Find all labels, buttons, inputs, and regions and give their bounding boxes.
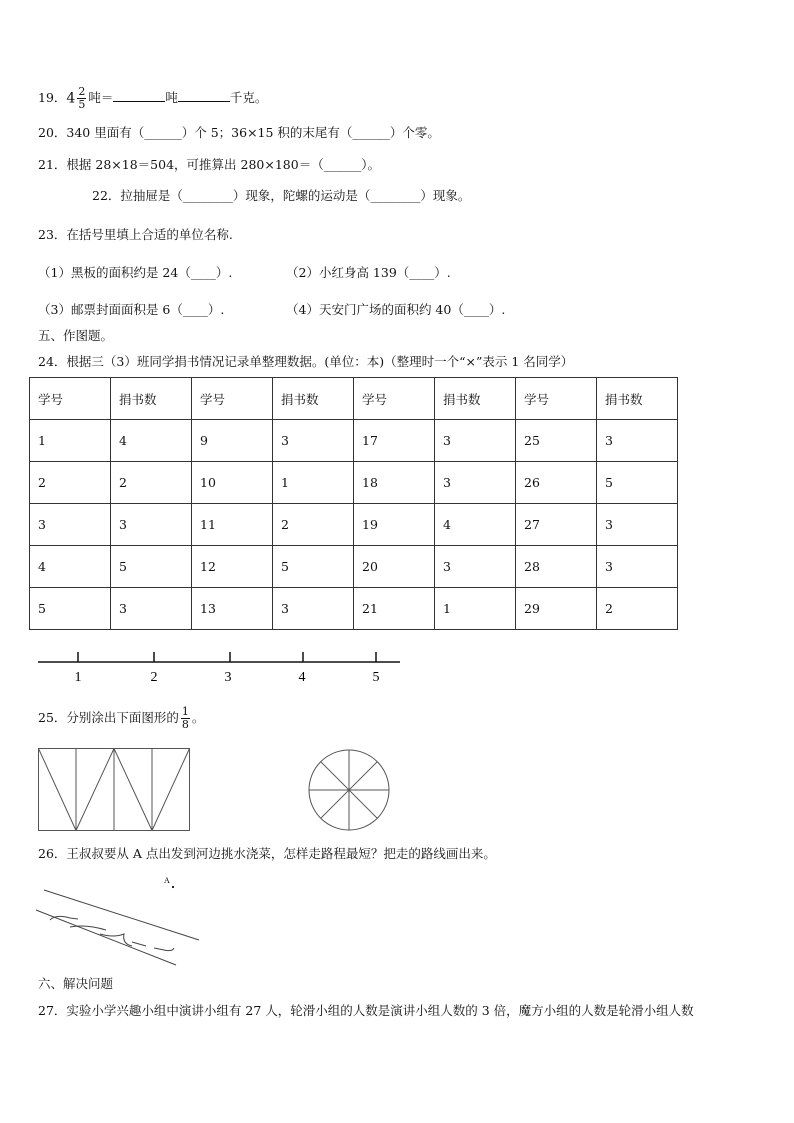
question-22: 22．拉抽屉是（________）现象，陀螺的运动是（________）现象。 [92,188,471,203]
river-bank-upper [44,890,199,940]
axis-label: 2 [150,670,158,685]
q23-item-4: （4）天安门广场的面积约 40（____）. [286,302,506,317]
table-cell: 3 [30,504,111,546]
table-cell: 3 [597,420,678,462]
point-a-label: A [164,876,170,885]
table-cell: 3 [273,420,354,462]
axis-label: 1 [74,670,82,685]
donation-table [29,377,678,630]
circle-eighths-figure[interactable] [301,749,397,833]
table-cell: 5 [30,588,111,630]
tally-axis [38,648,408,688]
table-header-row [30,378,678,420]
table-cell: 12 [192,546,273,588]
table-cell: 28 [516,546,597,588]
section-5-heading: 五、作图题。 [38,328,114,343]
table-row [30,462,678,504]
question-27: 27．实验小学兴趣小组中演讲小组有 27 人，轮滑小组的人数是演讲小组人数的 3 倍，魔方小组的人数是轮滑小组人数 [38,1003,694,1018]
q19-text-1: 吨＝ [88,90,114,105]
table-cell: 2 [30,462,111,504]
q19-number: 19． [38,90,67,105]
table-cell: 4 [435,504,516,546]
table-cell: 17 [354,420,435,462]
axis-label: 4 [298,670,306,685]
table-cell: 3 [435,420,516,462]
question-23-title: 23．在括号里填上合适的单位名称. [38,227,233,242]
table-cell: 3 [597,546,678,588]
q19-blank-1[interactable] [113,89,165,102]
rectangle-triangles-figure[interactable] [38,748,190,832]
table-cell: 21 [354,588,435,630]
table-row [30,504,678,546]
table-cell: 3 [273,588,354,630]
table-cell: 2 [111,462,192,504]
table-cell: 11 [192,504,273,546]
table-cell: 20 [354,546,435,588]
q23-item-1: （1）黑板的面积约是 24（____）. [38,265,233,280]
q19-frac-num: 2 [78,85,86,98]
table-cell: 1 [273,462,354,504]
axis-label: 3 [224,670,232,685]
table-cell: 4 [111,420,192,462]
table-cell: 10 [192,462,273,504]
table-row [30,588,678,630]
header-cell: 捐书数 [597,378,678,420]
table-cell: 27 [516,504,597,546]
table-cell: 18 [354,462,435,504]
q19-text-2: 吨 [165,90,178,105]
q25-prefix: 25．分别涂出下面图形的 [38,710,179,725]
header-cell: 学号 [516,378,597,420]
table-cell: 2 [273,504,354,546]
table-cell: 5 [111,546,192,588]
question-21: 21．根据 28×18＝504，可推算出 280×180＝（______）。 [38,157,380,172]
table-cell: 3 [597,504,678,546]
q25-suffix: 。 [191,710,205,725]
table-cell: 5 [273,546,354,588]
table-cell: 3 [111,504,192,546]
question-24-title: 24．根据三（3）班同学捐书情况记录单整理数据。(单位：本)（整理时一个“×”表示 1 名同学） [38,354,574,369]
point-a[interactable] [172,886,174,888]
table-cell: 9 [192,420,273,462]
table-cell: 1 [30,420,111,462]
header-cell: 捐书数 [273,378,354,420]
table-cell: 3 [435,546,516,588]
question-20: 20．340 里面有（______）个 5；36×15 积的末尾有（______）个零。 [38,125,440,140]
q25-fraction [181,706,190,731]
header-cell: 学号 [354,378,435,420]
header-cell: 捐书数 [111,378,192,420]
river-figure[interactable] [36,872,206,968]
table-cell: 19 [354,504,435,546]
table-row [30,546,678,588]
q23-item-3: （3）邮票封面面积是 6（____）. [38,302,225,317]
table-cell: 25 [516,420,597,462]
axis-label: 5 [372,670,380,685]
table-row [30,420,678,462]
river-bank-lower [36,910,176,965]
table-cell: 26 [516,462,597,504]
table-cell: 13 [192,588,273,630]
header-cell: 捐书数 [435,378,516,420]
table-cell: 5 [597,462,678,504]
table-cell: 4 [30,546,111,588]
section-6-heading: 六、解决问题 [38,976,114,991]
table-cell: 2 [597,588,678,630]
q19-whole: 4 [66,90,76,107]
table-cell: 3 [435,462,516,504]
q19-fraction [77,86,86,111]
table-cell: 3 [111,588,192,630]
q19-frac-den: 5 [78,98,86,111]
q19-blank-2[interactable] [178,89,230,102]
q23-item-2: （2）小红身高 139（____）. [286,265,451,280]
q25-frac-den: 8 [181,718,189,731]
header-cell: 学号 [30,378,111,420]
header-cell: 学号 [192,378,273,420]
q19-text-3: 千克。 [229,90,268,105]
question-26: 26．王叔叔要从 A 点出发到河边挑水浇菜，怎样走路程最短？把走的路线画出来。 [38,846,496,861]
table-cell: 1 [435,588,516,630]
q25-frac-num: 1 [181,705,189,718]
table-cell: 29 [516,588,597,630]
question-19 [38,86,267,111]
question-25 [38,706,204,731]
